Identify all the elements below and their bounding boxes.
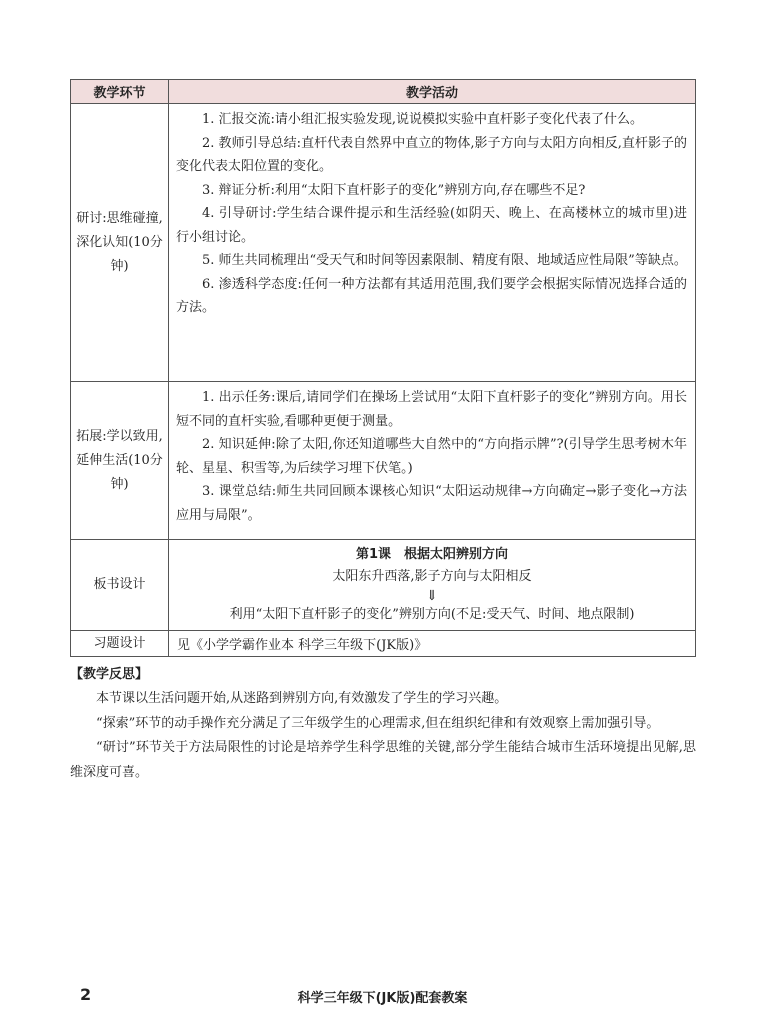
down-arrow-icon: ⇓	[426, 588, 438, 604]
stage-exercise: 习题设计	[71, 631, 169, 657]
lesson-table	[70, 79, 696, 657]
activity-item: 1. 汇报交流:请小组汇报实验发现,说说模拟实验中直杆影子变化代表了什么。	[202, 112, 644, 127]
table-row-board	[71, 540, 696, 631]
page-number: 2	[80, 985, 92, 1004]
header-stage: 教学环节	[71, 80, 169, 104]
reflection-heading: 【教学反思】	[70, 667, 149, 682]
footer-title: 科学三年级下(JK版)配套教案	[297, 991, 468, 1006]
table-row-exercise	[71, 631, 696, 657]
stage-board: 板书设计	[71, 540, 169, 631]
exercise-text: 见《小学学霸作业本 科学三年级下(JK版)》	[169, 631, 696, 657]
board-design	[169, 540, 696, 631]
activity-item: 6. 渗透科学态度:任何一种方法都有其适用范围,我们要学会根据实际情况选择合适的方法。	[176, 276, 687, 315]
header-activity: 教学活动	[169, 80, 696, 104]
stage-extension: 拓展:学以致用,延伸生活(10分钟)	[71, 382, 169, 540]
stage-discussion: 研讨:思维碰撞,深化认知(10分钟)	[71, 104, 169, 382]
activity-item: 3. 辩证分析:利用“太阳下直杆影子的变化”辨别方向,存在哪些不足?	[202, 182, 586, 198]
activities-discussion	[169, 104, 696, 382]
reflection-paragraph: “探索”环节的动手操作充分满足了三年级学生的心理需求,但在组织纪律和有效观察上需加强引导。	[96, 715, 660, 731]
page-footer	[0, 985, 765, 1009]
activity-item: 2. 知识延伸:除了太阳,你还知道哪些大自然中的“方向指示牌”?(引导学生思考树木年轮、星星、积雪等,为后续学习埋下伏笔。)	[176, 437, 687, 476]
table-row-discussion	[71, 104, 696, 382]
board-title: 第1课 根据太阳辨别方向	[355, 547, 509, 562]
reflection-paragraph: “研讨”环节关于方法局限性的讨论是培养学生科学思维的关键,部分学生能结合城市生活环境提出见解,思维深度可喜。	[70, 740, 696, 780]
board-line-2: 利用“太阳下直杆影子的变化”辨别方向(不足:受天气、时间、地点限制)	[229, 607, 635, 622]
reflection-paragraph: 本节课以生活问题开始,从迷路到辨别方向,有效激发了学生的学习兴趣。	[96, 691, 508, 706]
table-row-extension	[71, 382, 696, 540]
activity-item: 2. 教师引导总结:直杆代表自然界中直立的物体,影子方向与太阳方向相反,直杆影子的变化代表太阳位置的变化。	[176, 135, 687, 174]
teaching-reflection	[70, 665, 696, 785]
activity-item: 5. 师生共同梳理出“受天气和时间等因素限制、精度有限、地域适应性局限”等缺点。	[202, 253, 687, 268]
activities-extension	[169, 382, 696, 540]
activity-item: 4. 引导研讨:学生结合课件提示和生活经验(如阴天、晚上、在高楼林立的城市里)进行小组讨论。	[176, 206, 687, 245]
board-line-1: 太阳东升西落,影子方向与太阳相反	[332, 569, 532, 584]
activity-item: 1. 出示任务:课后,请同学们在操场上尝试用“太阳下直杆影子的变化”辨别方向。用长短不同的直杆实验,看哪种更便于测量。	[176, 390, 687, 429]
activity-item: 3. 课堂总结:师生共同回顾本课核心知识“太阳运动规律→方向确定→影子变化→方法应用与局限”。	[176, 484, 687, 523]
table-header-row	[71, 80, 696, 104]
